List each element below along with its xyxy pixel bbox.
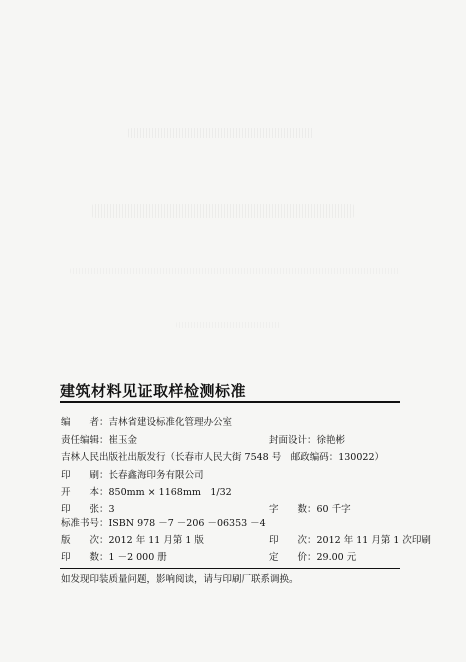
responsible-editor-line: 责任编辑：崔玉金 <box>61 435 138 446</box>
editor-line: 编 者：吉林省建设标准化管理办公室 <box>61 417 233 428</box>
show-through-text <box>128 128 314 138</box>
show-through-text <box>176 322 280 328</box>
footer-rule <box>60 568 400 569</box>
edition-line: 版 次：2012 年 11 月第 1 版 <box>61 535 204 546</box>
word-count-line: 字 数：60 千字 <box>269 504 351 515</box>
cover-design-line: 封面设计：徐艳彬 <box>269 435 346 446</box>
book-title: 建筑材料见证取样检测标准 <box>60 382 247 400</box>
show-through-text <box>70 268 400 274</box>
printing-line: 印 次：2012 年 11 月第 1 次印刷 <box>269 535 431 546</box>
format-line: 开 本：850mm × 1168mm 1/32 <box>61 487 232 498</box>
title-rule <box>60 401 400 403</box>
print-run-line: 印 数：1 －2 000 册 <box>61 552 167 563</box>
sheets-line: 印 张：3 <box>61 504 115 515</box>
publisher-line: 吉林人民出版社出版发行（长春市人民大街 7548 号 邮政编码：130022） <box>61 452 384 463</box>
show-through-text <box>92 204 354 218</box>
quality-notice: 如发现印装质量问题，影响阅读，请与印刷厂联系调换。 <box>61 574 299 585</box>
price-line: 定 价：29.00 元 <box>269 552 357 563</box>
printer-line: 印 刷：长春鑫海印务有限公司 <box>61 470 204 481</box>
isbn-line: 标准书号：ISBN 978 －7 －206 －06353 －4 <box>61 518 266 529</box>
